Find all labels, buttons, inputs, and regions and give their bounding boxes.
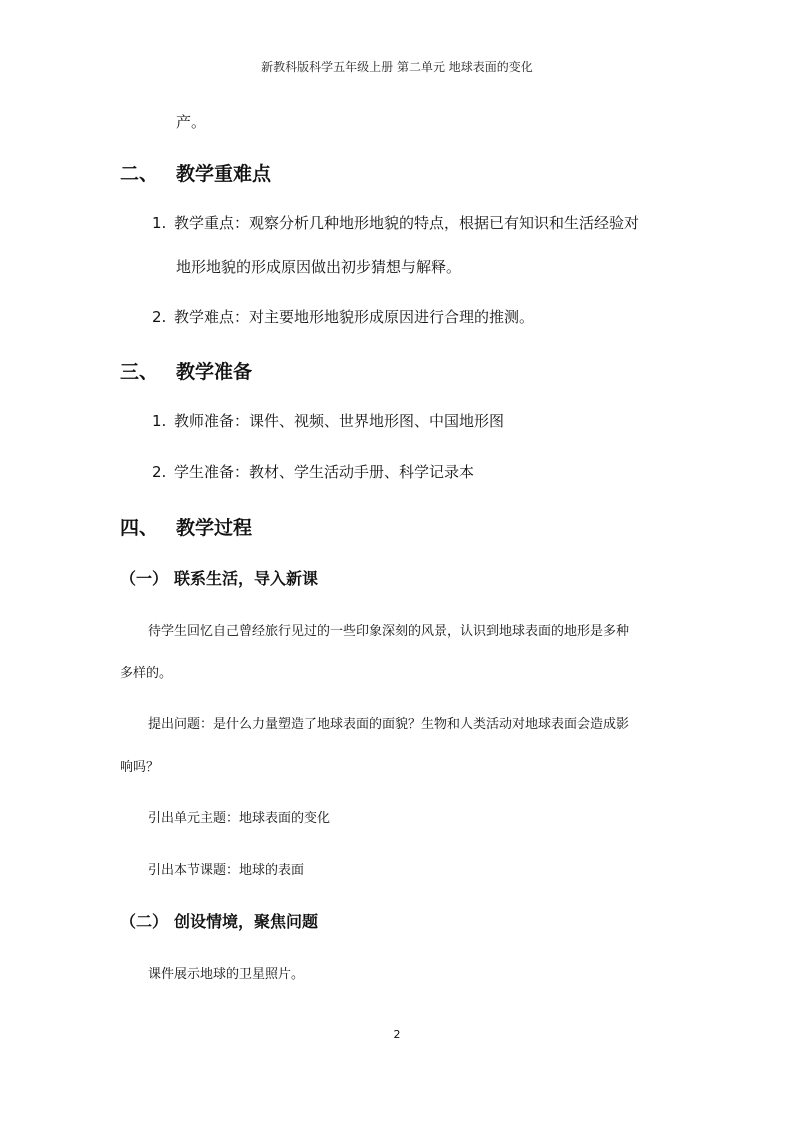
- list-item-text: 教学难点：对主要地形地貌形成原因进行合理的推测。: [174, 308, 535, 326]
- paragraph: 引出本节课题：地球的表面: [148, 863, 305, 878]
- list-item-number: 1.: [152, 214, 167, 232]
- subsection-heading-1: [120, 566, 318, 589]
- list-item: [152, 410, 504, 431]
- paragraph-continuation: 响吗？: [120, 760, 160, 775]
- subsection-heading-2: [120, 909, 318, 932]
- list-item: [152, 306, 534, 327]
- section-heading-2: [120, 159, 271, 186]
- list-item-number: 2.: [152, 308, 167, 326]
- section-number: 二、: [120, 163, 159, 185]
- section-title: 教学过程: [176, 517, 253, 539]
- page-header: 新教科版科学五年级上册 第二单元 地球表面的变化: [261, 60, 533, 74]
- section-title: 教学准备: [176, 361, 253, 383]
- list-item: [152, 461, 474, 482]
- list-item-number: 1.: [152, 412, 167, 430]
- paragraph-continuation: 多样的。: [120, 666, 173, 681]
- subsection-number: （一）: [120, 569, 169, 588]
- paragraph: 待学生回忆自己曾经旅行见过的一些印象深刻的风景，认识到地球表面的地形是多种: [148, 624, 630, 639]
- section-number: 四、: [120, 517, 159, 539]
- subsection-title: 创设情境，聚焦问题: [174, 912, 319, 931]
- section-title: 教学重难点: [176, 163, 272, 185]
- list-item: [152, 212, 639, 233]
- section-heading-4: [120, 513, 252, 540]
- list-item-text: 教学重点：观察分析几种地形地貌的特点，根据已有知识和生活经验对: [174, 214, 640, 232]
- paragraph: 引出单元主题：地球表面的变化: [148, 811, 331, 826]
- page-number: 2: [393, 1028, 401, 1041]
- list-item-continuation: 地形地貌的形成原因做出初步猜想与解释。: [176, 258, 462, 276]
- paragraph: 提出问题：是什么力量塑造了地球表面的面貌？生物和人类活动对地球表面会造成影: [148, 717, 630, 732]
- subsection-number: （二）: [120, 912, 169, 931]
- section-heading-3: [120, 357, 252, 384]
- list-item-number: 2.: [152, 463, 167, 481]
- list-item-text: 学生准备：教材、学生活动手册、科学记录本: [174, 463, 475, 481]
- paragraph: 课件展示地球的卫星照片。: [148, 967, 305, 982]
- list-item-text: 教师准备：课件、视频、世界地形图、中国地形图: [174, 412, 505, 430]
- continuation-text: 产。: [176, 113, 207, 131]
- subsection-title: 联系生活，导入新课: [174, 569, 319, 588]
- section-number: 三、: [120, 361, 159, 383]
